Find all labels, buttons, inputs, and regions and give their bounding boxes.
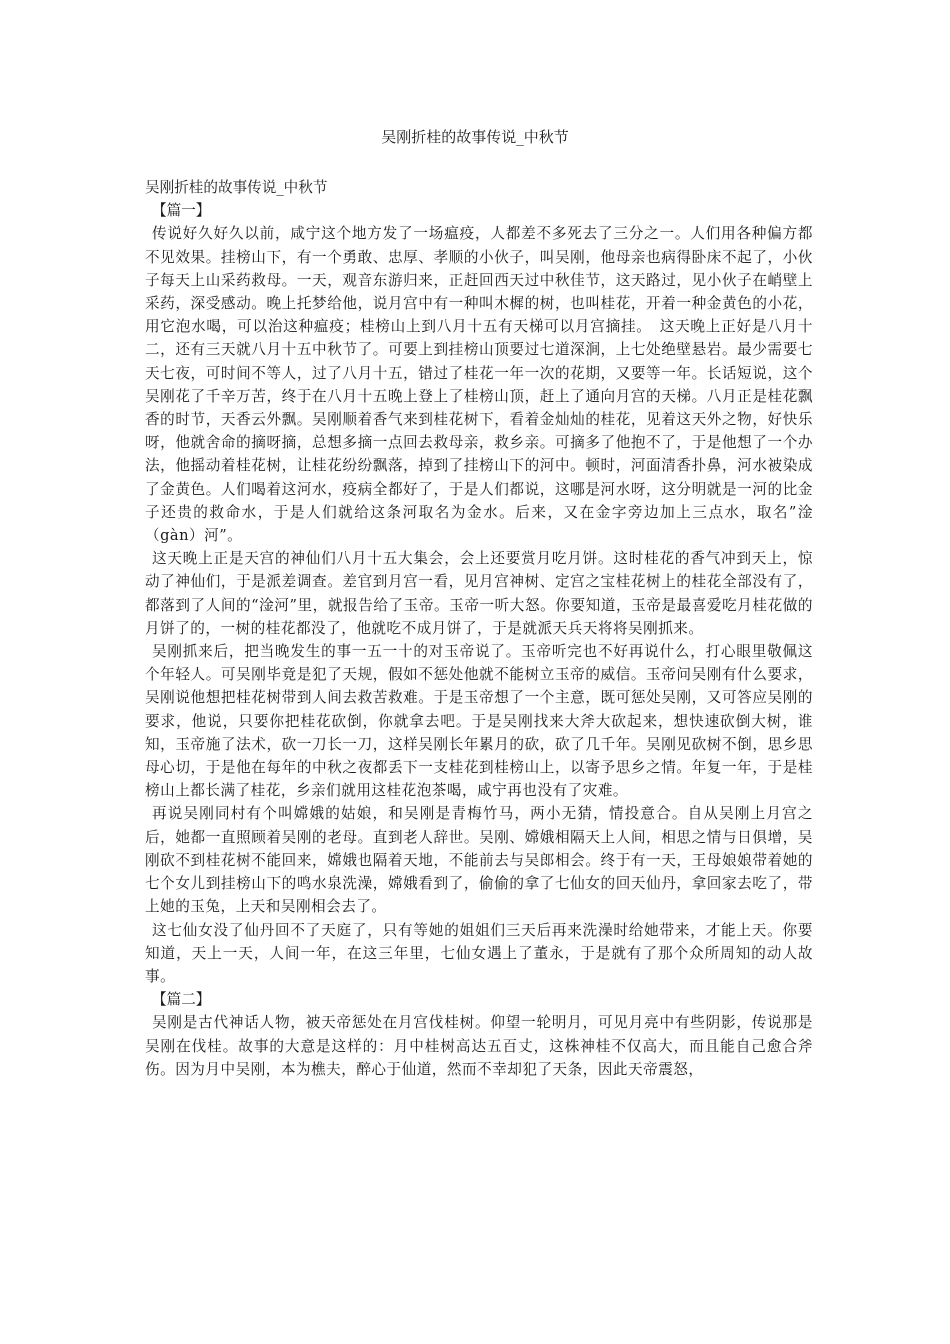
document-title: 吴刚折桂的故事传说_中秋节 [381,128,569,146]
paragraph: 这天晚上正是天宫的神仙们八月十五大集会，会上还要赏月吃月饼。这时桂花的香气冲到天上，惊动了神仙们，于是派差调查。差官到月宫一看，见月宫神树、定宫之宝桂花树上的桂花全部没有了，都落到了人间的“淦河”里，就报告给了玉帝。玉帝一听大怒。你要知道，玉帝是最喜爱吃月桂花做的月饼了的，一树的桂花都没了，他就吃不成月饼了，于是就派天兵天将将吴刚抓来。 [145,550,813,637]
paragraph: 这七仙女没了仙丹回不了天庭了，只有等她的姐姐们三天后再来洗澡时给她带来，才能上天。你要知道，天上一天，人间一年，在这三年里，七仙女遇上了董永，于是就有了那个众所周知的动人故事。 [145,921,813,985]
section-heading-1: 【篇一】 [152,202,211,220]
paragraph: 吴刚抓来后，把当晚发生的事一五一十的对玉帝说了。玉帝听完也不好再说什么，打心眼里敬佩这个年轻人。可吴刚毕竟是犯了天规，假如不惩处他就不能树立玉帝的威信。玉帝问吴刚有什么要求，吴刚说他想把桂花树带到人间去救苦救难。于是玉帝想了一个主意，既可惩处吴刚，又可答应吴刚的要求，他说，只要你把桂花砍倒，你就拿去吧。于是吴刚找来大斧大砍起来，想快速砍倒大树，谁知，玉帝施了法术，砍一刀长一刀，这样吴刚长年累月的砍，砍了几千年。吴刚见砍树不倒，思乡思母心切，于是他在每年的中秋之夜都丢下一支桂花到桂榜山上，以寄予思乡之情。年复一年，于是桂榜山上都长满了桂花，乡亲们就用这桂花泡茶喝，咸宁再也没有了灾难。 [145,643,813,800]
document-subtitle: 吴刚折桂的故事传说_中秋节 [145,179,328,196]
paragraph: 再说吴刚同村有个叫嫦娥的姑娘，和吴刚是青梅竹马，两小无猜，情投意合。自从吴刚上月宫之后，她都一直照顾着吴刚的老母。直到老人辞世。吴刚、嫦娥相隔天上人间，相思之情与日俱增，吴刚砍不到桂花树不能回来，嫦娥也隔着天地，不能前去与吴郎相会。终于有一天，王母娘娘带着她的七个女儿到挂榜山下的鸣水泉洗澡，嫦娥看到了，偷偷的拿了七仙女的回天仙丹，拿回家去吃了，带上她的玉兔，上天和吴刚相会去了。 [145,805,813,916]
paragraph: 吴刚是古代神话人物，被天帝惩处在月宫伐桂树。仰望一轮明月，可见月亮中有些阴影，传说那是吴刚在伐桂。故事的大意是这样的：月中桂树高达五百丈，这株神桂不仅高大，而且能自己愈合斧伤。因为月中吴刚，本为樵夫，醉心于仙道，然而不幸却犯了天条，因此天帝震怒， [145,1014,813,1078]
section-heading-2: 【篇二】 [152,991,211,1009]
paragraph: 传说好久好久以前，咸宁这个地方发了一场瘟疫，人都差不多死去了三分之一。人们用各种偏方都不见效果。挂榜山下，有一个勇敢、忠厚、孝顺的小伙子，叫吴刚，他母亲也病得卧床不起了，小伙子每天上山采药救母。一天，观音东游归来，正赶回西天过中秋佳节，这天路过，见小伙子在峭壁上采药，深受感动。晚上托梦给他，说月宫中有一种叫木樨的树，也叫桂花，开着一种金黄色的小花，用它泡水喝，可以治这种瘟疫；桂榜山上到八月十五有天梯可以月宫摘挂。 这天晚上正好是八月十二，还有三天就八月十五中秋节了。可要上到挂榜山顶要过七道深涧，上七处绝壁悬岩。最少需要七天七夜，可时间不等人，过了八月十五，错过了桂花一年一次的花期，又要等一年。长话短说，这个吴刚花了千辛万苦，终于在八月十五晚上登上了桂榜山顶，赶上了通向月宫的天梯。八月正是桂花飘香的时节，天香云外飘。吴刚顺着香气来到桂花树下，看着金灿灿的桂花，见着这天外之物，好快乐呀，他就舍命的摘呀摘，总想多摘一点回去救母亲，救乡亲。可摘多了他抱不了，于是他想了一个办法，他摇动着桂花树，让桂花纷纷飘落，掉到了挂榜山下的河中。顿时，河面清香扑鼻，河水被染成了金黄色。人们喝着这河水，疫病全都好了，于是人们都说，这哪是河水呀，这分明就是一河的比金子还贵的救命水，于是人们就给这条河取名为金水。后来，又在金字旁边加上三点水，取名”淦（gàn）河”。 [145,225,813,545]
document-body [145,176,813,1081]
